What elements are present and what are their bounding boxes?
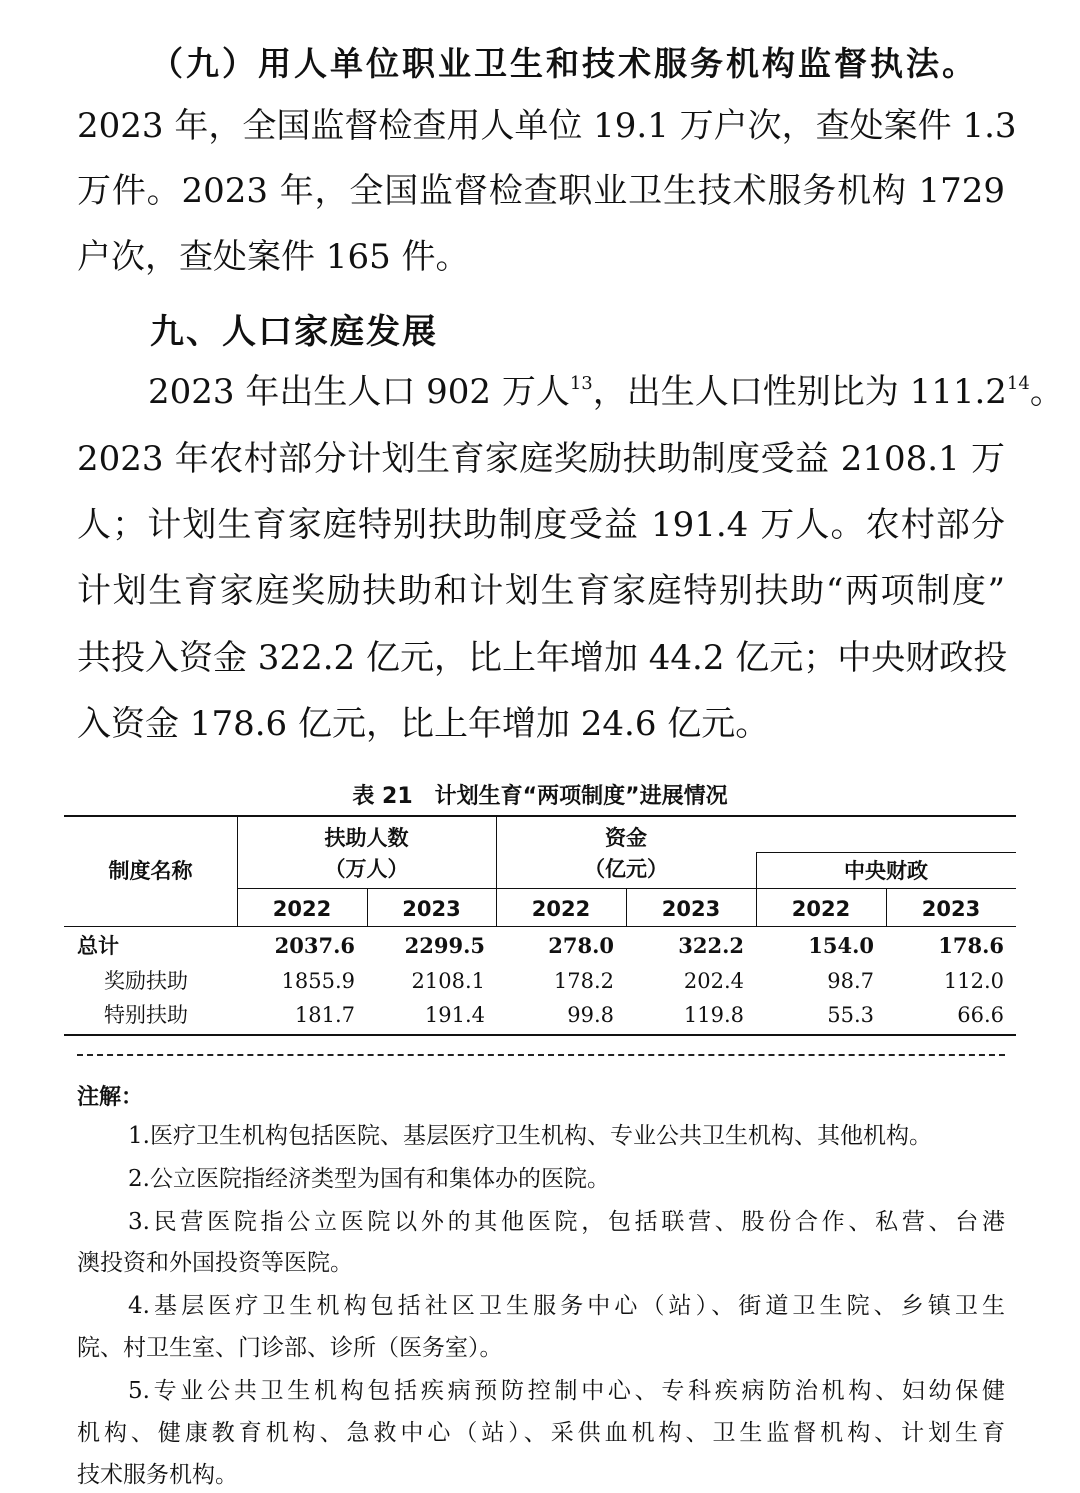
para2-text-b: ，出生人口性别比为 111.2 [592, 372, 1007, 412]
table-cell: 66.6 [957, 1003, 1004, 1027]
central-group-rule [756, 852, 1016, 853]
table-cell: 55.3 [827, 1003, 874, 1027]
table-cell: 178.2 [553, 969, 614, 993]
table-cell: 181.7 [294, 1003, 355, 1027]
para2-text-a: 2023 年出生人口 902 万人 [148, 372, 570, 412]
table-cell: 191.4 [424, 1003, 485, 1027]
table-cell: 322.2 [678, 933, 744, 958]
table-cell: 278.0 [548, 933, 614, 958]
note-line-2: 2.公立医院指经济类型为国有和集体办的医院。 [128, 1166, 610, 1192]
table-cell: 112.0 [943, 969, 1004, 993]
table-top-rule [64, 815, 1016, 817]
table-cell: 178.6 [938, 933, 1004, 958]
year-header: 2023 [661, 897, 721, 921]
row-label: 总计 [77, 934, 119, 958]
year-header: 2023 [402, 897, 461, 921]
para1-line-2: 万件。2023 年，全国监督检查职业卫生技术服务机构 1729 [77, 171, 1005, 211]
footnote-13: 13 [569, 373, 593, 394]
header-funds-unit: （亿元） [584, 857, 668, 881]
year-header: 2022 [531, 897, 591, 921]
para1-line-3: 户次，查处案件 165 件。 [77, 237, 470, 277]
table-cell: 98.7 [827, 969, 874, 993]
table-cell: 2299.5 [404, 933, 485, 958]
table-bottom-rule [64, 1034, 1016, 1036]
para1-line-1: 2023 年，全国监督检查用人单位 19.1 万户次，查处案件 1.3 [77, 106, 1017, 146]
para2-line-3: 人；计划生育家庭特别扶助制度受益 191.4 万人。农村部分 [77, 505, 1005, 545]
table-cell: 119.8 [683, 1003, 744, 1027]
note-line-6: 院、村卫生室、门诊部、诊所（医务室）。 [77, 1335, 503, 1361]
section-heading: （九）用人单位职业卫生和技术服务机构监督执法。 [150, 44, 978, 83]
note-line-1: 1.医疗卫生机构包括医院、基层医疗卫生机构、专业公共卫生机构、其他机构。 [128, 1123, 932, 1149]
table-cell: 2037.6 [274, 933, 355, 958]
footnote-14: 14 [1006, 373, 1030, 394]
table-cell: 2108.1 [411, 969, 485, 993]
note-line-4: 澳投资和外国投资等医院。 [77, 1250, 353, 1276]
row-label: 奖励扶助 [104, 969, 188, 993]
table-cell: 1855.9 [281, 969, 355, 993]
year-header: 2022 [272, 897, 332, 921]
note-line-9: 技术服务机构。 [77, 1462, 238, 1488]
year-header: 2022 [791, 897, 851, 921]
table-cell: 99.8 [567, 1003, 614, 1027]
header-central-finance: 中央财政 [844, 859, 928, 883]
note-line-5: 4.基层医疗卫生机构包括社区卫生服务中心（站）、街道卫生院、乡镇卫生 [128, 1293, 1005, 1319]
table-cell: 202.4 [683, 969, 744, 993]
para2-line-4: 计划生育家庭奖励扶助和计划生育家庭特别扶助“两项制度” [77, 571, 1005, 611]
header-beneficiaries: 扶助人数 [324, 826, 409, 850]
notes-title: 注解： [77, 1085, 144, 1110]
para2-line-5: 共投入资金 322.2 亿元，比上年增加 44.2 亿元；中央财政投 [77, 638, 1008, 678]
header-funds: 资金 [605, 826, 647, 850]
header-system-name: 制度名称 [108, 859, 193, 883]
para2-line-2: 2023 年农村部分计划生育家庭奖励扶助制度受益 2108.1 万 [77, 439, 1005, 479]
table-cell: 154.0 [808, 933, 874, 958]
notes-divider [77, 1054, 1005, 1056]
row-label: 特别扶助 [104, 1003, 188, 1027]
header-bottom-rule [64, 926, 1016, 927]
para2-line-6: 入资金 178.6 亿元，比上年增加 24.6 亿元。 [77, 704, 770, 744]
year-header: 2023 [921, 897, 981, 921]
para2-line-1 [148, 370, 1064, 414]
note-line-7: 5.专业公共卫生机构包括疾病预防控制中心、专科疾病防治机构、妇幼保健 [128, 1378, 1005, 1404]
table-title: 表 21 计划生育“两项制度”进展情况 [352, 784, 728, 809]
para2-text-c: 。 [1029, 372, 1064, 412]
note-line-8: 机构、健康教育机构、急救中心（站）、采供血机构、卫生监督机构、计划生育 [77, 1420, 1005, 1446]
note-line-3: 3.民营医院指公立医院以外的其他医院，包括联营、股份合作、私营、台港 [128, 1209, 1005, 1235]
chapter-heading: 九、人口家庭发展 [150, 312, 438, 352]
header-beneficiaries-unit: （万人） [324, 857, 409, 881]
